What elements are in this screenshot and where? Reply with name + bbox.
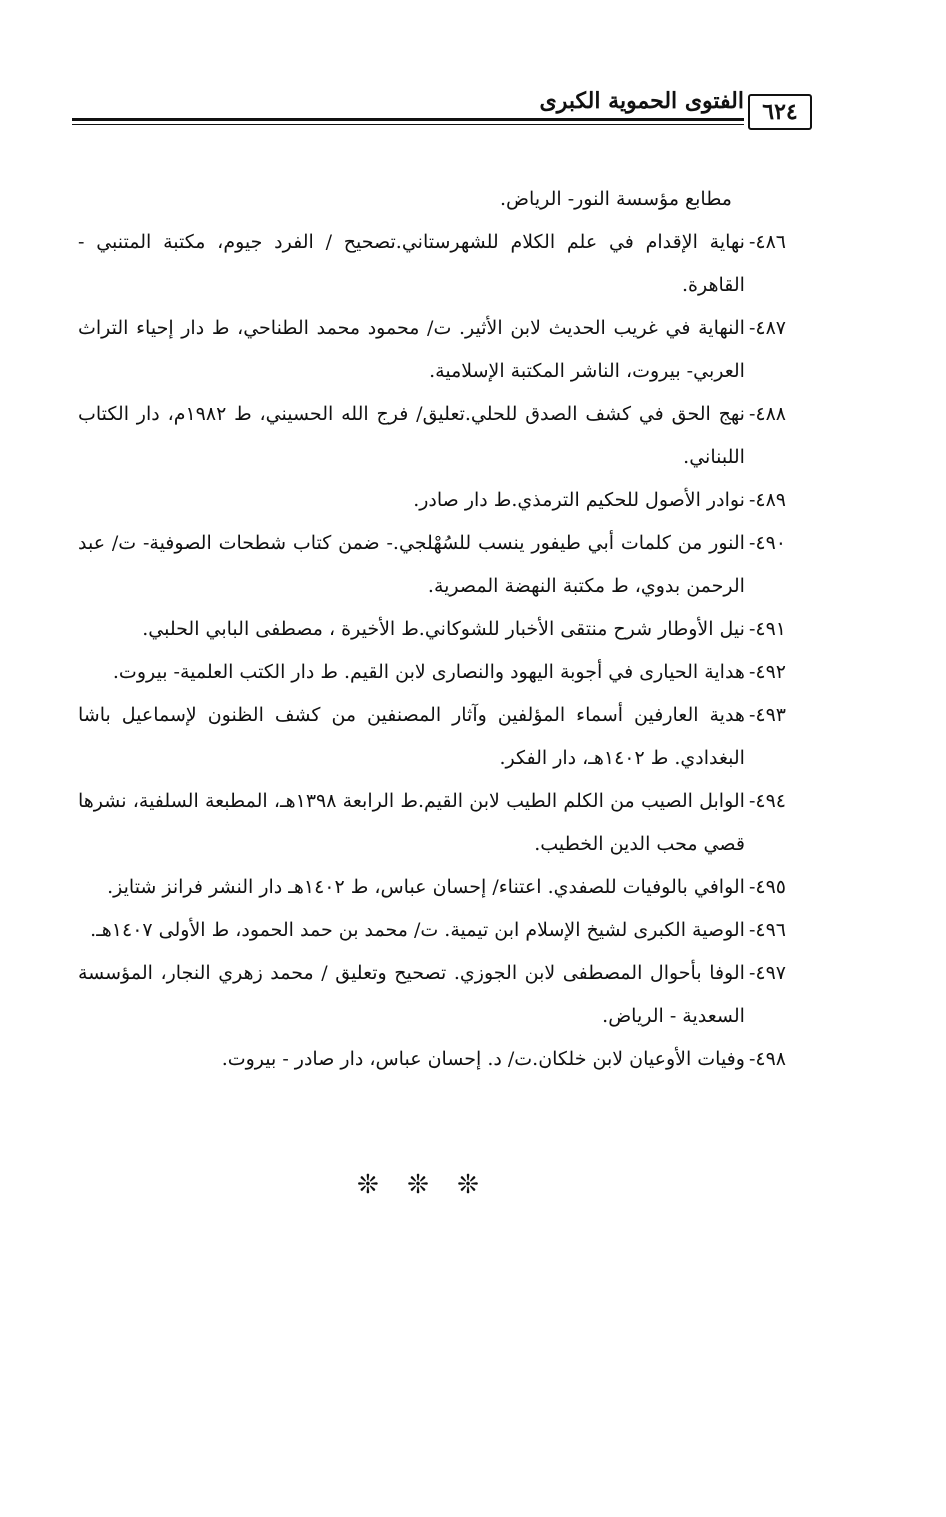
entry-dash: -: [748, 919, 756, 941]
bibliography-list: [78, 178, 786, 1081]
entry-text: هدية العارفين أسماء المؤلفين وآثار المصنفين من كشف الظنون لإسماعيل باشا البغدادي. ط ١٤٠٢هـ، دار الفكر.: [78, 704, 745, 769]
entry-number: ٤٨٧: [755, 317, 786, 339]
bibliography-entry: [78, 651, 786, 694]
entry-number: ٤٨٩: [755, 489, 786, 511]
entry-dash: -: [748, 489, 756, 511]
bibliography-entry: [78, 393, 786, 479]
continuation-line: مطابع مؤسسة النور- الرياض.: [500, 188, 732, 210]
entry-number: ٤٩٦: [755, 919, 786, 941]
entry-number: ٤٩٥: [755, 876, 786, 898]
bibliography-entry: [78, 780, 786, 866]
entry-dash: -: [748, 532, 756, 554]
entry-text: الوافي بالوفيات للصفدي. اعتناء/ إحسان عباس، ط ١٤٠٢هـ دار النشر فرانز شتايز.: [107, 876, 745, 898]
entry-text: نيل الأوطار شرح منتقى الأخبار للشوكاني.ط الأخيرة ، مصطفى البابي الحلبي.: [142, 618, 745, 640]
entry-text: نهاية الإقدام في علم الكلام للشهرستاني.تصحيح / الفرد جيوم، مكتبة المتنبي - القاهرة.: [78, 231, 745, 296]
entry-text: هداية الحيارى في أجوبة اليهود والنصارى لابن القيم. ط دار الكتب العلمية- بيروت.: [112, 661, 745, 683]
bibliography-entry: [78, 909, 786, 952]
entry-number: ٤٩٢: [755, 661, 786, 683]
entry-number: ٤٨٦: [755, 231, 786, 253]
end-ornament: ❊ ❊ ❊: [357, 1170, 489, 1200]
entry-number: ٤٩٣: [755, 704, 786, 726]
header-rule-thin: [72, 124, 744, 125]
entry-text: النهاية في غريب الحديث لابن الأثير. ت/ محمود محمد الطناحي، ط دار إحياء التراث العربي- بيروت، الناشر المكتبة الإسلامية.: [78, 317, 745, 382]
entry-text: الوصية الكبرى لشيخ الإسلام ابن تيمية. ت/ محمد بن حمد الحمود، ط الأولى ١٤٠٧هـ.: [90, 919, 745, 941]
entry-dash: -: [748, 661, 756, 683]
entry-number: ٤٩٤: [755, 790, 786, 812]
entry-dash: -: [748, 962, 756, 984]
entry-text: النور من كلمات أبي طيفور ينسب للسُهْلجي.- ضمن كتاب شطحات الصوفية- ت/ عبد الرحمن بدوي، ط مكتبة النهضة المصرية.: [78, 532, 745, 597]
entry-number: ٤٩٨: [755, 1048, 786, 1070]
header-rule-thick: [72, 118, 744, 121]
running-title: الفتوى الحموية الكبرى: [539, 88, 744, 114]
entry-dash: -: [748, 403, 756, 425]
entry-dash: -: [748, 790, 756, 812]
entry-dash: -: [748, 231, 756, 253]
entry-text: وفيات الأوعيان لابن خلكان.ت/ د. إحسان عباس، دار صادر - بيروت.: [221, 1048, 745, 1070]
entry-dash: -: [748, 876, 756, 898]
entry-dash: -: [748, 317, 756, 339]
bibliography-entry: [78, 1038, 786, 1081]
bibliography-entry: [78, 952, 786, 1038]
bibliography-entry: [78, 221, 786, 307]
entry-number: ٤٨٨: [755, 403, 786, 425]
page-header: [72, 88, 812, 132]
bibliography-entry: [78, 307, 786, 393]
bibliography-entry: [78, 608, 786, 651]
entry-number: ٤٩١: [755, 618, 786, 640]
bibliography-entry: [78, 479, 786, 522]
entry-dash: -: [748, 618, 756, 640]
entry-text: الوابل الصيب من الكلم الطيب لابن القيم.ط الرابعة ١٣٩٨هـ، المطبعة السلفية، نشرها قصي محب الدين الخطيب.: [78, 790, 745, 855]
bibliography-entry: [78, 694, 786, 780]
entry-text: الوفا بأحوال المصطفى لابن الجوزي. تصحيح وتعليق / محمد زهري النجار، المؤسسة السعدية - الرياض.: [78, 962, 745, 1027]
bibliography-entry: [78, 522, 786, 608]
bibliography-entry: [78, 866, 786, 909]
entry-text: نهج الحق في كشف الصدق للحلي.تعليق/ فرج الله الحسيني، ط ١٩٨٢م، دار الكتاب اللبناني.: [78, 403, 745, 468]
entry-text: نوادر الأصول للحكيم الترمذي.ط دار صادر.: [413, 489, 745, 511]
entry-dash: -: [748, 704, 756, 726]
entry-dash: -: [748, 1048, 756, 1070]
entry-number: ٤٩٧: [755, 962, 786, 984]
entry-number: ٤٩٠: [755, 532, 786, 554]
page-number: ٦٢٤: [748, 94, 812, 130]
